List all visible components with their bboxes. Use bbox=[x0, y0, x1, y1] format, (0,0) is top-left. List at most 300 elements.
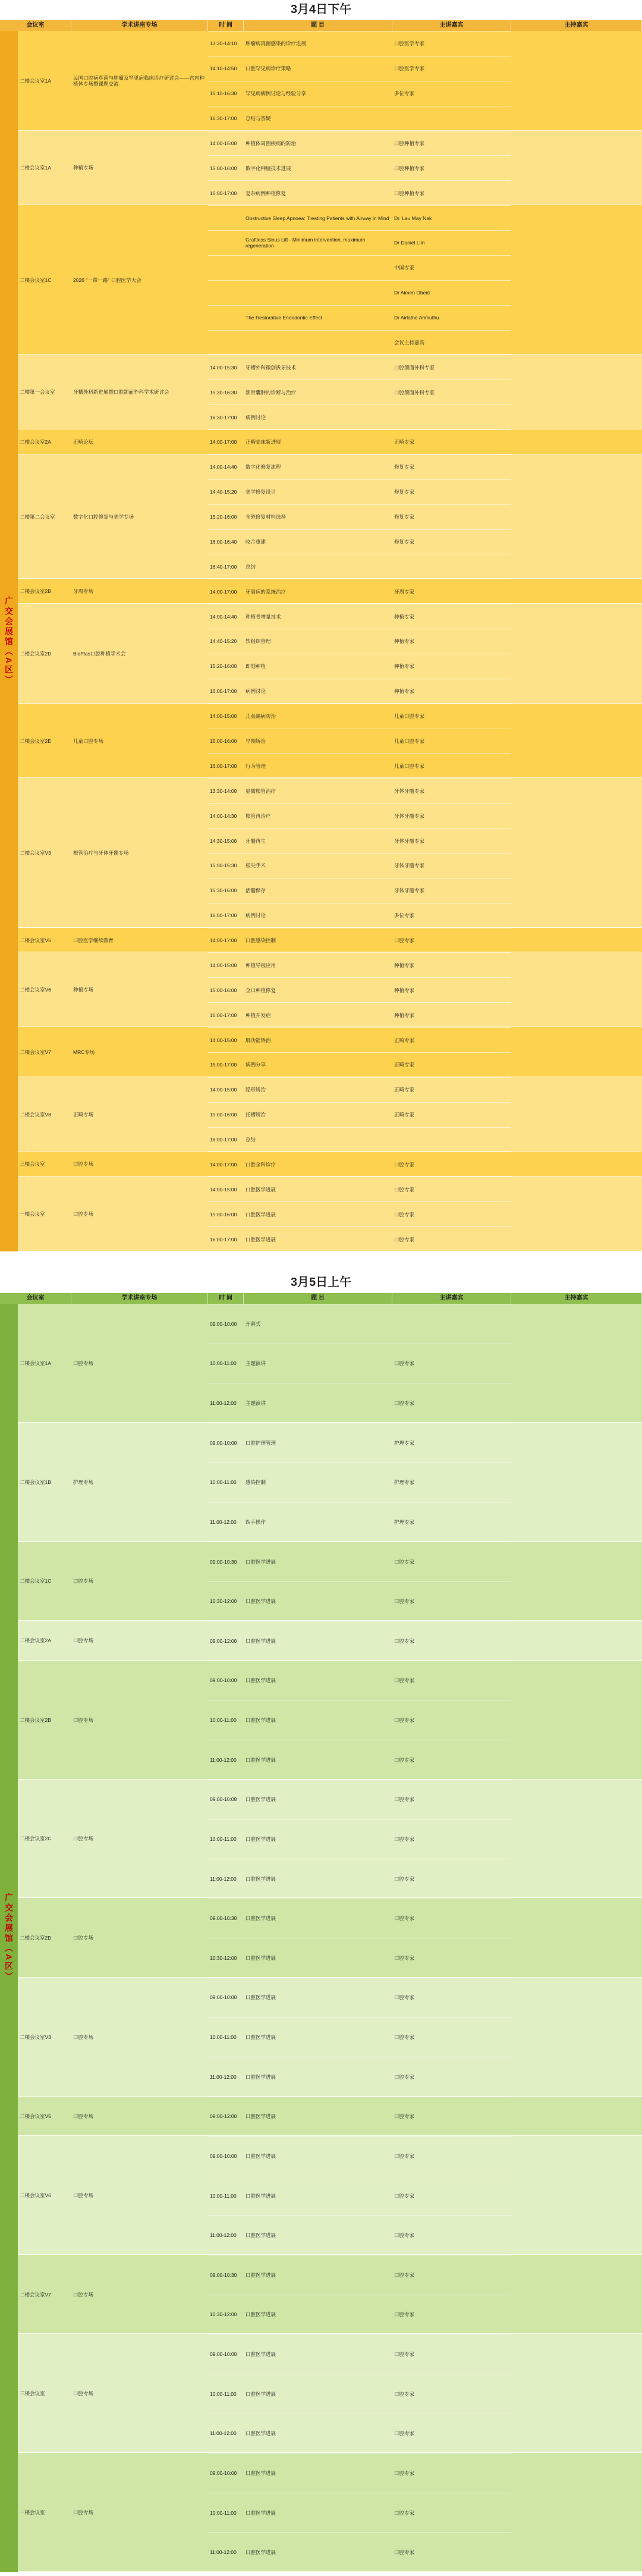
speaker-cell: 修复专家 bbox=[394, 489, 415, 495]
speaker-cell: 正畸专家 bbox=[394, 1087, 415, 1093]
time-cell: 11:00-12:00 bbox=[210, 2549, 237, 2556]
time-cell: 15:00-16:00 bbox=[210, 1211, 237, 1218]
title-cell: 口腔医学进展 bbox=[246, 1994, 276, 2001]
speaker-cell: 口腔专家 bbox=[394, 1598, 415, 1605]
speaker-cell: 口腔专家 bbox=[394, 2192, 415, 2199]
schedule-row bbox=[208, 330, 511, 355]
room-cell: 二楼会议室2E bbox=[20, 738, 51, 744]
schedule-row bbox=[208, 679, 511, 704]
time-cell: 09:00-12:00 bbox=[210, 2113, 237, 2120]
title-cell: 正畸临床新进展 bbox=[246, 439, 281, 445]
room-cell: 二楼会议室2D bbox=[20, 1935, 52, 1941]
room-cell: 二楼会议室1C bbox=[20, 277, 52, 283]
speaker-cell: 会议主持嘉宾 bbox=[394, 339, 425, 346]
host-cell bbox=[511, 1176, 642, 1251]
time-cell: 14:00-15:00 bbox=[210, 962, 237, 968]
room-cell: 一楼会议室 bbox=[20, 2509, 45, 2516]
schedule-row bbox=[208, 2017, 511, 2057]
speaker-cell: 修复专家 bbox=[394, 464, 415, 470]
time-cell: 11:00-12:00 bbox=[210, 1875, 237, 1882]
schedule-row bbox=[208, 429, 511, 454]
topic-cell: 口腔专场 bbox=[73, 1161, 94, 1168]
title-cell: 软组织管理 bbox=[246, 638, 271, 645]
title-cell: 感染控制 bbox=[246, 1479, 266, 1486]
session-group bbox=[18, 205, 642, 354]
session-group bbox=[18, 1542, 642, 1621]
schedule-row bbox=[208, 1859, 511, 1899]
speaker-cell: 口腔种植专家 bbox=[394, 140, 425, 146]
speaker-cell: 口腔专家 bbox=[394, 2311, 415, 2318]
schedule-row bbox=[208, 1700, 511, 1740]
room-cell: 二楼会议室1A bbox=[20, 165, 51, 171]
time-cell: 15:10-16:30 bbox=[210, 90, 237, 97]
time-cell: 10:00-11:00 bbox=[210, 1360, 237, 1367]
topic-cell: 口腔专场 bbox=[73, 2034, 94, 2040]
time-cell bbox=[208, 206, 244, 230]
host-cell bbox=[511, 354, 642, 429]
schedule-row bbox=[208, 554, 511, 579]
topic-cell: 根管治疗与牙体牙髓专场 bbox=[73, 849, 129, 856]
table-header bbox=[0, 20, 642, 31]
host-cell bbox=[511, 604, 642, 704]
title-cell: 即刻种植 bbox=[246, 663, 266, 670]
schedule-row bbox=[208, 2097, 511, 2136]
speaker-cell: 口腔专家 bbox=[394, 1400, 415, 1407]
topic-cell: 口腔专场 bbox=[73, 1637, 94, 1644]
title-cell: 活髓保存 bbox=[246, 887, 266, 894]
time-cell: 16:40-17:00 bbox=[210, 563, 237, 570]
title-cell: 口腔罕见病诊疗策略 bbox=[246, 65, 291, 72]
speaker-cell: 种植专家 bbox=[394, 1012, 415, 1018]
title-cell: 口腔医学进展 bbox=[246, 2153, 276, 2159]
schedule-row bbox=[208, 803, 511, 828]
time-cell: 14:30-15:00 bbox=[210, 837, 237, 844]
speaker-cell: 护理专家 bbox=[394, 1518, 415, 1525]
schedule-row bbox=[208, 529, 511, 554]
time-cell: 09:00-10:00 bbox=[210, 1677, 237, 1684]
session-group bbox=[18, 2136, 642, 2255]
schedule-row bbox=[208, 81, 511, 106]
speaker-cell: 儿童口腔专家 bbox=[394, 763, 425, 769]
title-cell: 早期矫治 bbox=[246, 738, 266, 744]
title-cell: 根尖手术 bbox=[246, 862, 266, 869]
speaker-cell: 口腔专家 bbox=[394, 1186, 415, 1193]
room-cell: 二楼会议室V3 bbox=[20, 2034, 51, 2040]
speaker-cell: 口腔专家 bbox=[394, 937, 415, 944]
venue-label: 广交会展馆（A区） bbox=[4, 597, 14, 686]
session-group bbox=[18, 31, 642, 131]
speaker-cell bbox=[392, 554, 511, 579]
header-cell: 主持嘉宾 bbox=[511, 20, 642, 31]
title-cell: 口腔医学进展 bbox=[246, 2034, 276, 2041]
time-cell: 14:00-14:40 bbox=[210, 464, 237, 470]
time-cell: 14:00-15:00 bbox=[210, 1087, 237, 1093]
speaker-cell bbox=[392, 1128, 511, 1152]
time-cell: 14:40-15:20 bbox=[210, 489, 237, 495]
schedule-row bbox=[208, 1052, 511, 1077]
speaker-cell: 口腔专家 bbox=[394, 1915, 415, 1922]
title-cell: 全口种植修复 bbox=[246, 987, 276, 993]
session-group bbox=[18, 2334, 642, 2453]
schedule-row bbox=[208, 2176, 511, 2216]
schedule-row bbox=[208, 1027, 511, 1052]
session-group bbox=[18, 1621, 642, 1661]
topic-cell: 口腔专场 bbox=[73, 1360, 94, 1366]
schedule-row bbox=[208, 255, 511, 280]
time-cell: 13:30-14:10 bbox=[210, 40, 237, 47]
time-cell: 16:00-16:40 bbox=[210, 538, 237, 545]
topic-cell: 正畸论坛 bbox=[73, 438, 94, 445]
schedule-row bbox=[208, 2532, 511, 2572]
venue-band bbox=[0, 1304, 18, 2572]
session-group bbox=[18, 604, 642, 704]
room-cell: 二楼第二会议室 bbox=[20, 513, 55, 520]
schedule-row bbox=[208, 778, 511, 803]
speaker-cell: 口腔专家 bbox=[394, 2153, 415, 2159]
title-cell: 病例讨论 bbox=[246, 688, 266, 695]
topic-cell: 数字化口腔修复与美学专场 bbox=[73, 513, 134, 520]
speaker-cell: 口腔专家 bbox=[394, 2113, 415, 2120]
title-cell: 隐形矫治 bbox=[246, 1087, 266, 1093]
host-cell bbox=[511, 31, 642, 131]
title-cell: 咬合重建 bbox=[246, 538, 266, 545]
room-cell: 二楼会议室2C bbox=[20, 1835, 52, 1842]
time-cell: 14:00-15:00 bbox=[210, 1037, 237, 1043]
speaker-cell: 护理专家 bbox=[394, 1479, 415, 1486]
time-cell: 10:30-12:00 bbox=[210, 1954, 237, 1961]
title-cell: 儿童龋病防治 bbox=[246, 713, 276, 720]
host-cell bbox=[511, 1027, 642, 1077]
title-cell: 行为管理 bbox=[246, 763, 266, 769]
schedule-row bbox=[208, 56, 511, 81]
schedule-row bbox=[208, 704, 511, 729]
schedule-row bbox=[208, 1463, 511, 1502]
schedule-row bbox=[208, 903, 511, 928]
schedule-table bbox=[0, 1293, 642, 2572]
schedule-row bbox=[208, 853, 511, 878]
topic-cell: 口腔医学继续教育 bbox=[73, 937, 114, 943]
schedule-row bbox=[208, 2295, 511, 2335]
schedule-row bbox=[208, 504, 511, 529]
room-cell: 二楼第一会议室 bbox=[20, 389, 55, 396]
session-group bbox=[18, 579, 642, 604]
time-cell: 10:30-12:00 bbox=[210, 1598, 237, 1605]
time-cell: 15:00-16:00 bbox=[210, 987, 237, 993]
topic-cell: 种植专场 bbox=[73, 987, 94, 993]
time-cell: 10:00-11:00 bbox=[210, 2192, 237, 2199]
speaker-cell: 口腔专家 bbox=[394, 2073, 415, 2080]
room-cell: 二楼会议室V3 bbox=[20, 849, 51, 856]
room-cell: 二楼会议室V8 bbox=[20, 1111, 51, 1118]
schedule-row bbox=[208, 2493, 511, 2533]
time-cell: 16:00-17:00 bbox=[210, 1236, 237, 1242]
schedule-row bbox=[208, 404, 511, 429]
time-cell: 16:00-17:00 bbox=[210, 1137, 237, 1143]
room-cell: 二楼会议室1A bbox=[20, 1360, 51, 1366]
time-cell: 14:00-14:30 bbox=[210, 812, 237, 819]
speaker-cell: 口腔专家 bbox=[394, 1756, 415, 1763]
host-cell bbox=[511, 429, 642, 454]
title-cell: 托槽矫治 bbox=[246, 1112, 266, 1118]
host-cell bbox=[511, 1077, 642, 1152]
session-group bbox=[18, 928, 642, 953]
speaker-cell: Dr. Lau May Nak bbox=[394, 215, 432, 221]
time-cell: 09:00-10:00 bbox=[210, 1994, 237, 2001]
host-cell bbox=[511, 2097, 642, 2136]
time-cell: 14:00-14:40 bbox=[210, 613, 237, 620]
header-cell: 时 间 bbox=[208, 1293, 244, 1304]
schedule-row bbox=[208, 1383, 511, 1423]
time-cell: 09:00-10:30 bbox=[210, 1558, 237, 1565]
title-cell: 牙槽外科微创拔牙技术 bbox=[246, 364, 297, 371]
speaker-cell: 正畸专家 bbox=[394, 1037, 415, 1043]
topic-cell: 口腔专场 bbox=[73, 2192, 94, 2199]
time-cell: 10:00-11:00 bbox=[210, 2034, 237, 2041]
time-cell: 16:00-17:00 bbox=[210, 688, 237, 695]
time-cell: 15:20-16:00 bbox=[210, 514, 237, 520]
speaker-cell: 口腔专家 bbox=[394, 1717, 415, 1724]
schedule-row bbox=[208, 1819, 511, 1859]
time-cell: 09:00-12:00 bbox=[210, 1637, 237, 1644]
session-group bbox=[18, 1077, 642, 1152]
time-cell bbox=[208, 281, 244, 305]
speaker-cell: 护理专家 bbox=[394, 1439, 415, 1446]
time-cell: 15:00-16:00 bbox=[210, 165, 237, 171]
speaker-cell: 口腔专家 bbox=[394, 2271, 415, 2278]
schedule-row bbox=[208, 180, 511, 205]
session-group bbox=[18, 1027, 642, 1077]
speaker-cell: 口腔专家 bbox=[394, 2509, 415, 2516]
title-cell: 颌骨囊肿的诊断与治疗 bbox=[246, 389, 297, 396]
title-cell: 肿瘤病真菌感染的诊疗进展 bbox=[246, 40, 307, 47]
title-cell: 美学修复设计 bbox=[246, 489, 276, 495]
schedule-row bbox=[208, 454, 511, 479]
title-cell: 病例讨论 bbox=[246, 414, 266, 421]
schedule-row bbox=[208, 654, 511, 679]
speaker-cell: 口腔专家 bbox=[394, 1236, 415, 1242]
session-group bbox=[18, 1304, 642, 1423]
schedule-row bbox=[208, 1898, 511, 1938]
schedule-row bbox=[208, 2215, 511, 2255]
header-cell: 学术讲座专场 bbox=[71, 1293, 208, 1304]
topic-cell: 2026 "一带一路" 口腔医学大会 bbox=[73, 277, 141, 283]
schedule-section-morning bbox=[0, 1273, 642, 2556]
title-cell: 口腔医学进展 bbox=[246, 1186, 276, 1193]
speaker-cell: 牙体牙髓专家 bbox=[394, 812, 425, 819]
schedule-table bbox=[0, 20, 642, 1251]
time-cell: 16:00-17:00 bbox=[210, 912, 237, 919]
session-group bbox=[18, 131, 642, 206]
section-title: 3月4日下午 bbox=[290, 3, 352, 16]
time-cell: 14:00-15:00 bbox=[210, 140, 237, 146]
session-group bbox=[18, 2097, 642, 2136]
speaker-cell bbox=[392, 106, 511, 131]
title-cell: 种植导板应用 bbox=[246, 962, 276, 968]
time-cell: 11:00-12:00 bbox=[210, 2232, 237, 2239]
time-cell: 13:30-14:00 bbox=[210, 787, 237, 794]
speaker-cell: 口腔专家 bbox=[394, 1954, 415, 1961]
header-cell: 时 间 bbox=[208, 20, 244, 31]
title-cell: 总结 bbox=[246, 1137, 256, 1143]
session-group bbox=[18, 1898, 642, 1977]
schedule-row bbox=[208, 2374, 511, 2414]
time-cell: 09:00-10:00 bbox=[210, 2470, 237, 2476]
title-cell: Obstructive Sleep Apnoea: Treating Patients with Airway in Mind bbox=[246, 215, 389, 221]
room-cell: 二楼会议室2B bbox=[20, 588, 51, 595]
host-cell bbox=[511, 1978, 642, 2097]
schedule-row bbox=[208, 1344, 511, 1383]
venue-band bbox=[0, 31, 18, 1251]
title-cell: 病例讨论 bbox=[246, 912, 266, 919]
host-cell bbox=[511, 952, 642, 1027]
host-cell bbox=[511, 704, 642, 779]
title-cell: 肌功能矫治 bbox=[246, 1037, 271, 1043]
title-cell: 口腔医学进展 bbox=[246, 2549, 276, 2556]
speaker-cell bbox=[392, 405, 511, 429]
host-cell bbox=[511, 205, 642, 354]
room-cell: 二楼会议室2B bbox=[20, 1717, 51, 1723]
time-cell: 16:00-17:00 bbox=[210, 190, 237, 196]
room-cell: 一楼会议室 bbox=[20, 1211, 45, 1218]
speaker-cell: 修复专家 bbox=[394, 514, 415, 520]
host-cell bbox=[511, 1780, 642, 1899]
schedule-row bbox=[208, 878, 511, 903]
title-cell: 根管再治疗 bbox=[246, 812, 271, 819]
time-cell: 15:30-16:30 bbox=[210, 389, 237, 396]
title-cell: 口腔护理管理 bbox=[246, 1439, 276, 1446]
time-cell: 16:00-17:00 bbox=[210, 763, 237, 769]
session-group bbox=[18, 2453, 642, 2572]
speaker-cell: 口腔专家 bbox=[394, 2351, 415, 2358]
speaker-cell: 多位专家 bbox=[394, 912, 415, 919]
time-cell: 09:00-10:00 bbox=[210, 1439, 237, 1446]
topic-cell: 口腔专场 bbox=[73, 1211, 94, 1218]
room-cell: 二楼会议室V7 bbox=[20, 2291, 51, 2298]
schedule-row bbox=[208, 2255, 511, 2295]
time-cell: 09:00-10:00 bbox=[210, 2351, 237, 2358]
time-cell: 14:10-14:50 bbox=[210, 65, 237, 72]
time-cell: 16:30-17:00 bbox=[210, 115, 237, 122]
title-cell: 口腔医学进展 bbox=[246, 2470, 276, 2476]
time-cell bbox=[208, 331, 244, 355]
speaker-cell: 正畸专家 bbox=[394, 1112, 415, 1118]
time-cell: 10:00-11:00 bbox=[210, 1479, 237, 1486]
speaker-cell: 儿童口腔专家 bbox=[394, 738, 425, 744]
speaker-cell: 口腔专家 bbox=[394, 1558, 415, 1565]
header-cell: 会议室 bbox=[0, 1293, 71, 1304]
schedule-row bbox=[208, 2414, 511, 2453]
host-cell bbox=[511, 1151, 642, 1176]
room-cell: 二楼会议室1B bbox=[20, 1479, 51, 1485]
topic-cell: 牙周专场 bbox=[73, 588, 94, 595]
time-cell: 10:00-11:00 bbox=[210, 1717, 237, 1724]
speaker-cell: 种植专家 bbox=[394, 987, 415, 993]
topic-cell: 牙槽外科新进展暨口腔颌面外科学术研讨会 bbox=[73, 389, 169, 396]
time-cell: 10:00-11:00 bbox=[210, 1835, 237, 1842]
speaker-cell: 口腔医学专家 bbox=[394, 40, 425, 47]
session-group bbox=[18, 1978, 642, 2097]
speaker-cell: 口腔专家 bbox=[394, 1835, 415, 1842]
header-cell: 题 目 bbox=[244, 1293, 392, 1304]
speaker-cell: 修复专家 bbox=[394, 538, 415, 545]
session-group bbox=[18, 1780, 642, 1899]
schedule-row bbox=[208, 828, 511, 853]
title-cell: 口腔医学进展 bbox=[246, 2430, 276, 2437]
title-cell: 口腔医学进展 bbox=[246, 2390, 276, 2397]
speaker-cell: 种植专家 bbox=[394, 638, 415, 645]
schedule-row bbox=[208, 1304, 511, 1344]
schedule-row bbox=[208, 1002, 511, 1027]
room-cell: 二楼会议室2D bbox=[20, 650, 52, 657]
schedule-row bbox=[208, 1502, 511, 1542]
schedule-row bbox=[208, 31, 511, 56]
topic-cell: 口腔专场 bbox=[73, 1717, 94, 1723]
title-cell: 口腔医学进展 bbox=[246, 1835, 276, 1842]
header-cell: 学术讲座专场 bbox=[71, 20, 208, 31]
speaker-cell: 正畸专家 bbox=[394, 439, 415, 445]
speaker-cell: 口腔颌面外科专家 bbox=[394, 389, 435, 396]
title-cell: 口腔医学进展 bbox=[246, 1236, 276, 1242]
speaker-cell: 口腔专家 bbox=[394, 2549, 415, 2556]
time-cell: 11:00-12:00 bbox=[210, 1756, 237, 1763]
schedule-row bbox=[208, 1661, 511, 1700]
speaker-cell: 口腔专家 bbox=[394, 2232, 415, 2239]
session-group bbox=[18, 1176, 642, 1251]
title-cell: 口腔医学进展 bbox=[246, 2271, 276, 2278]
title-cell: 牙髓再生 bbox=[246, 837, 266, 844]
host-cell bbox=[511, 1621, 642, 1661]
time-cell: 09:00-10:30 bbox=[210, 2271, 237, 2278]
session-group bbox=[18, 1423, 642, 1542]
session-group bbox=[18, 2255, 642, 2334]
schedule-row bbox=[208, 1978, 511, 2017]
speaker-cell: 口腔医学专家 bbox=[394, 65, 425, 72]
speaker-cell: 牙体牙髓专家 bbox=[394, 787, 425, 794]
title-cell: 口腔医学进展 bbox=[246, 1756, 276, 1763]
time-cell: 14:00-17:00 bbox=[210, 937, 237, 944]
title-cell: 开幕式 bbox=[246, 1320, 261, 1327]
speaker-cell: 口腔专家 bbox=[394, 1677, 415, 1684]
title-cell: 种植并发症 bbox=[246, 1012, 271, 1018]
topic-cell: 口腔专场 bbox=[73, 1835, 94, 1842]
host-cell bbox=[511, 778, 642, 927]
topic-cell: MRC专场 bbox=[73, 1049, 95, 1055]
time-cell: 14:00-17:00 bbox=[210, 588, 237, 595]
schedule-row bbox=[208, 629, 511, 654]
host-cell bbox=[511, 1304, 642, 1423]
speaker-cell: 口腔专家 bbox=[394, 1211, 415, 1218]
topic-cell: 护理专场 bbox=[73, 1479, 94, 1485]
time-cell: 14:00-17:00 bbox=[210, 439, 237, 445]
title-cell: 口腔医学进展 bbox=[246, 2509, 276, 2516]
schedule-row bbox=[208, 1621, 511, 1661]
header-cell: 主讲嘉宾 bbox=[392, 1293, 511, 1304]
host-cell bbox=[511, 2136, 642, 2255]
topic-cell: 口腔专场 bbox=[73, 1935, 94, 1941]
schedule-row bbox=[208, 2136, 511, 2176]
title-cell: 口腔医学进展 bbox=[246, 2113, 276, 2120]
title-cell: 口腔医学进展 bbox=[246, 1637, 276, 1644]
time-cell: 15:00-16:00 bbox=[210, 738, 237, 744]
schedule-row bbox=[208, 1780, 511, 1819]
title-cell: 口腔医学进展 bbox=[246, 2311, 276, 2318]
room-cell: 三楼会议室 bbox=[20, 2390, 45, 2397]
schedule-row bbox=[208, 977, 511, 1002]
speaker-cell: Dr Daniel Lim bbox=[394, 240, 425, 246]
schedule-row bbox=[208, 604, 511, 629]
topic-cell: 民国口腔病真菌与肿瘤及罕见病临床诊疗研讨会——宫内种植体专场暨课题交流 bbox=[73, 74, 205, 87]
title-cell: 口腔医学进展 bbox=[246, 2192, 276, 2199]
